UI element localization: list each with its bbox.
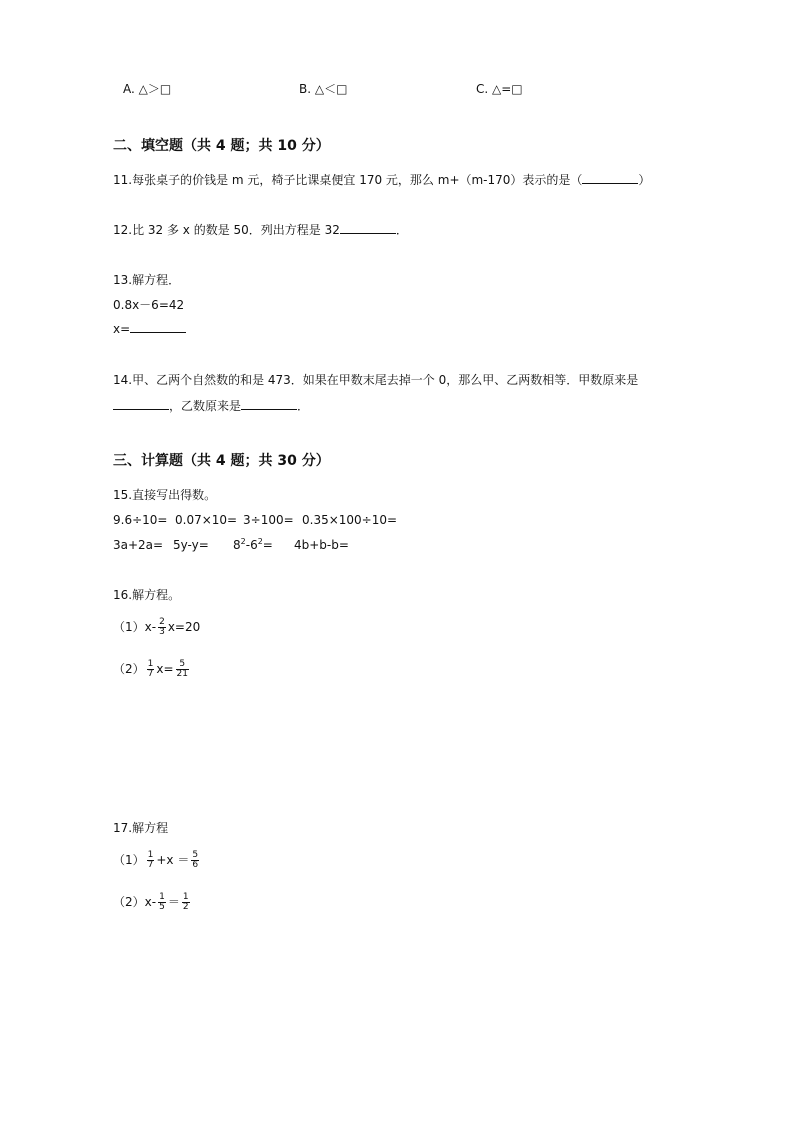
answer-blank[interactable] (241, 398, 297, 410)
calc-item: 9.6÷10= (113, 513, 168, 527)
calc-item: $8^2-6^2=$ (233, 537, 273, 552)
section-2-title: 二、填空题（共 4 题；共 10 分） (113, 138, 330, 154)
fraction: $\frac{5}{21}$ (176, 659, 188, 679)
fraction: $\frac{1}{7}$ (147, 850, 154, 870)
question-14-end: ． (297, 399, 310, 413)
question-12 (113, 222, 408, 238)
question-12-end: ． (395, 223, 408, 237)
fraction: $\frac{2}{3}$ (159, 617, 165, 637)
question-14-line1: 14.甲、乙两个自然数的和是 473．如果在甲数末尾去掉一个 0，那么甲、乙两数相等．甲数原来是 (113, 373, 639, 387)
answer-blank[interactable] (582, 172, 638, 184)
calc-item: 3a+2a= (113, 538, 164, 552)
calc-item: 0.35×100÷10= (302, 513, 398, 527)
fraction: $\frac{1}{5}$ (159, 892, 165, 912)
answer-prefix: x= (113, 322, 131, 336)
question-15-row1 (113, 512, 397, 528)
calc-item: 3÷100= (243, 513, 294, 527)
option-a: A. △＞□ (123, 82, 172, 96)
question-17-title: 17.解方程 (113, 821, 169, 835)
question-11 (113, 172, 650, 188)
question-16-part1: （1）x- $\frac{2}{3}$ x=20 (113, 617, 201, 637)
question-16-title: 16.解方程。 (113, 588, 181, 602)
answer-blank[interactable] (340, 222, 396, 234)
option-c: C. △=□ (476, 82, 523, 96)
question-17-part1: （1） $\frac{1}{7}$ +x ＝ $\frac{5}{6}$ (113, 850, 199, 870)
fraction: $\frac{5}{6}$ (192, 850, 199, 870)
question-17-part2: （2）x- $\frac{1}{5}$ ＝ $\frac{1}{2}$ (113, 892, 189, 912)
question-11-text: 11.每张桌子的价钱是 m 元，椅子比课桌便宜 170 元，那么 m+（m-170）表示的是（ (113, 173, 583, 187)
section-3-title: 三、计算题（共 4 题；共 30 分） (113, 453, 330, 469)
question-13-equation: 0.8x－6=42 (113, 298, 185, 312)
question-15-row2 (113, 537, 349, 553)
question-13-title: 13.解方程． (113, 273, 181, 287)
question-11-end: ） (638, 173, 651, 187)
question-12-text: 12.比 32 多 x 的数是 50．列出方程是 32 (113, 223, 340, 237)
question-15-title: 15.直接写出得数。 (113, 488, 217, 502)
calc-item: 5y-y= (173, 538, 209, 552)
question-13-answer (113, 321, 186, 337)
fraction: $\frac{1}{7}$ (147, 659, 154, 679)
question-14-line2 (113, 398, 309, 414)
fraction: $\frac{1}{2}$ (182, 892, 189, 912)
question-14-mid: ，乙数原来是 (169, 399, 242, 413)
calc-item: 4b+b-b= (294, 538, 349, 552)
option-b: B. △＜□ (299, 82, 348, 96)
calc-item: 0.07×10= (175, 513, 238, 527)
question-16-part2: （2） $\frac{1}{7}$ x= $\frac{5}{21}$ (113, 659, 188, 679)
answer-blank[interactable] (130, 321, 186, 333)
answer-blank[interactable] (113, 398, 169, 410)
